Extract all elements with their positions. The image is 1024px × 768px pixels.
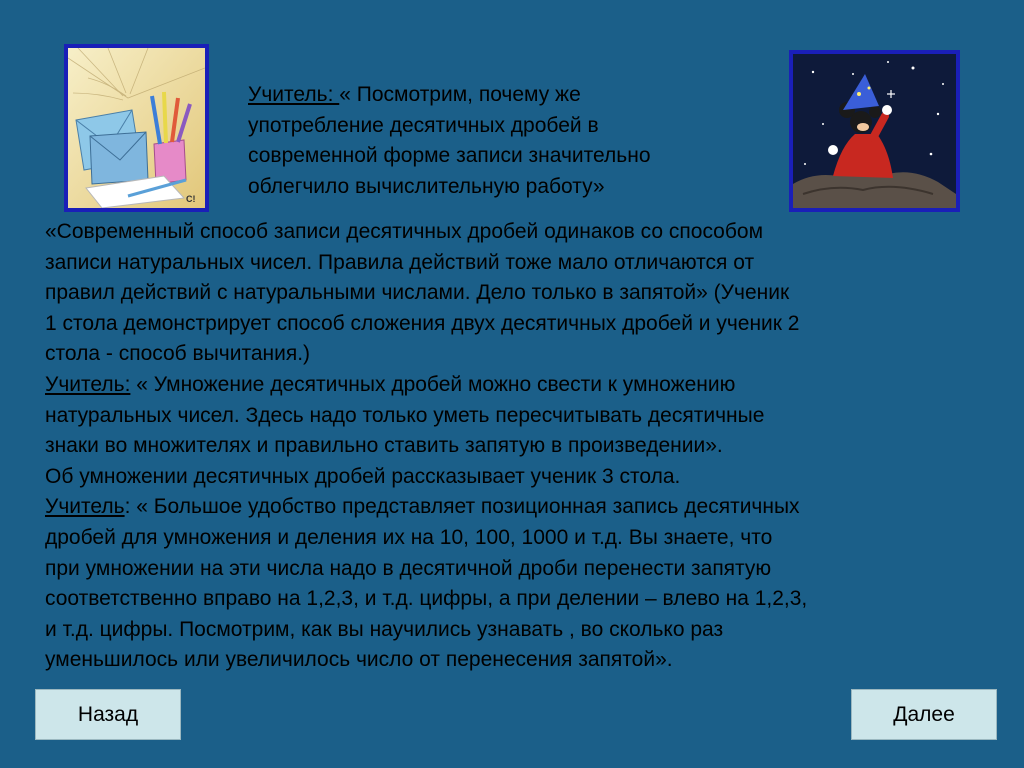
paragraph-line: «Современный способ записи десятичных дробей одинаков со способом xyxy=(45,220,764,243)
paragraph-line: стола - способ вычитания.) xyxy=(45,342,311,366)
next-button[interactable]: Далее xyxy=(851,689,997,740)
main-text xyxy=(45,217,995,676)
paragraph-line: Об умножении десятичных дробей рассказывает ученик 3 стола. xyxy=(45,464,681,488)
wizard-mouse-picture xyxy=(789,50,960,212)
stationery-icon xyxy=(68,48,205,208)
paragraph-line: Учитель: « Большое удобство представляет позиционная запись десятичных xyxy=(45,495,800,519)
back-button[interactable]: Назад xyxy=(35,689,181,740)
paragraph-line: натуральных чисел. Здесь надо только уметь пересчитывать десятичные xyxy=(45,403,765,427)
paragraph-line: дробей для умножения и деления их на 10, 100, 1000 и т.д. Вы знаете, что xyxy=(45,525,773,549)
paragraph-line: Учитель: « Умножение десятичных дробей можно свести к умножению xyxy=(45,372,736,396)
paragraph-line: и т.д. цифры. Посмотрим, как вы научились узнавать , во сколько раз xyxy=(45,617,724,641)
teacher-label: Учитель xyxy=(45,495,125,519)
wizard-mouse-icon xyxy=(793,54,956,208)
paragraph-line: записи натуральных чисел. Правила действий тоже мало отличаются от xyxy=(45,250,755,274)
paragraph-line: 1 стола демонстрирует способ сложения двух десятичных дробей и ученик 2 xyxy=(45,311,800,335)
paragraph-line: соответственно вправо на 1,2,3, и т.д. цифры, а при делении – влево на 1,2,3, xyxy=(45,587,808,611)
teacher-label: Учитель: xyxy=(45,372,131,396)
intro-quote: Учитель: « Посмотрим, почему же употребление десятичных дробей в современной форме записи значительно облегчило вычислительную работу» xyxy=(248,83,651,198)
logo-mark: C! xyxy=(186,194,196,204)
paragraph-line: уменьшилось или увеличилось число от перенесения запятой». xyxy=(45,648,673,672)
paragraph-line: знаки во множителях и правильно ставить запятую в произведении». xyxy=(45,434,723,458)
paragraph-line: правил действий с натуральными числами. Дело только в запятой» (Ученик xyxy=(45,281,790,305)
paragraph-line: при умножении на эти числа надо в десятичной дроби перенести запятую xyxy=(45,556,772,580)
intro-teacher-label: Учитель: xyxy=(248,83,340,106)
stationery-picture xyxy=(64,44,209,212)
